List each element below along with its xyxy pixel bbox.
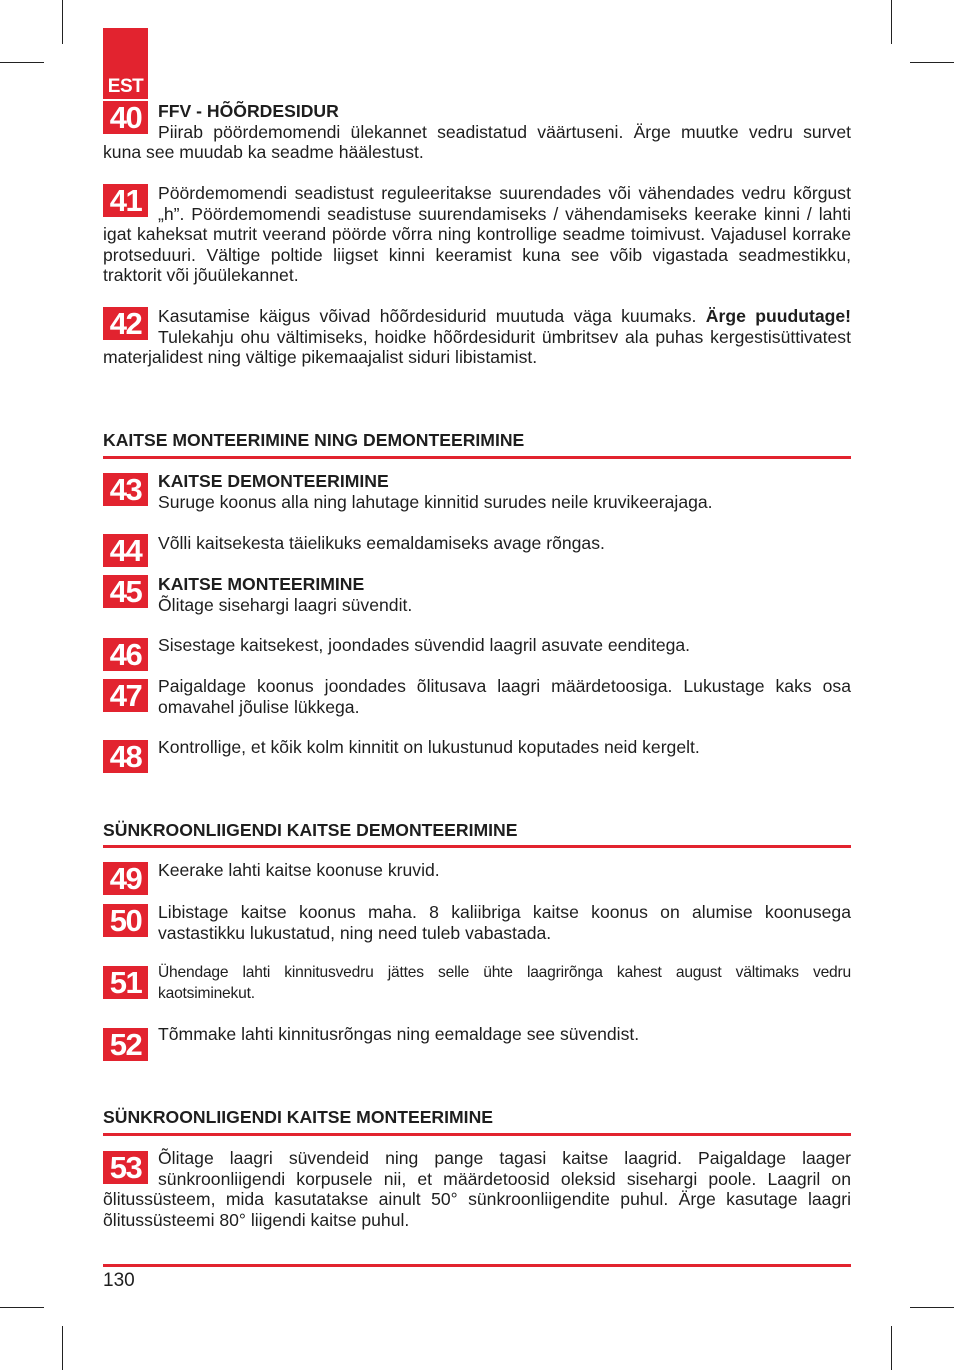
crop-mark <box>910 1307 954 1308</box>
step-52-body: Tõmmake lahti kinnitusrõngas ning eemaldage see süvendist. <box>158 1024 640 1044</box>
step-49-body: Keerake lahti kaitse koonuse kruvid. <box>158 860 440 880</box>
step-44-body: Võlli kaitsekesta täielikuks eemaldamiseks avage rõngas. <box>158 533 605 553</box>
step-42-warning: Ärge puudutage! <box>705 306 851 326</box>
step-41-text <box>103 183 851 286</box>
crop-mark <box>910 62 954 63</box>
step-42-body-b: Tulekahju ohu vältimiseks, hoidke hõõrdesidurit ümbritsev ala puhas kergestisüttivatest materjalidest ning vältige pikemaajalist siduri libistamist. <box>103 326 851 368</box>
crop-mark <box>62 1326 63 1370</box>
step-43-text <box>103 471 851 512</box>
section-heading-cv-disassembly: SÜNKROONLIIGENDI KAITSE DEMONTEERIMINE <box>103 820 518 840</box>
step-number-44: 44 <box>103 534 148 567</box>
step-number-53: 53 <box>103 1151 148 1184</box>
crop-mark <box>0 1307 44 1308</box>
step-53-body: Õlitage laagri süvendeid ning pange tagasi kaitse laagrid. Paigaldage laager sünkroonliigendi korpusele nii, et määrdetoosid oleksid sisehargi poole. Laagril on õlitussüsteem, mida kasutatakse ainult 50° sünkroonliigendite puhul. Ärge kasutage laagri õlitussüsteemi 80° liigendi kaitse puhul. <box>103 1148 851 1230</box>
page-number: 130 <box>103 1270 135 1291</box>
step-number-49: 49 <box>103 862 148 895</box>
step-45-text <box>103 574 851 615</box>
step-53-text <box>103 1148 851 1230</box>
step-40-body: Piirab pöördemomendi ülekannet seadistatud väärtuseni. Ärge muutke vedru survet kuna see muudab ka seadme häälestust. <box>103 121 851 163</box>
step-46-body: Sisestage kaitsekest, joondades süvendid laagril asuvate eenditega. <box>158 635 691 655</box>
step-47-body: Paigaldage koonus joondades õlitusava laagri määrdetoosiga. Lukustage kaks osa omavahel jõulise lükkega. <box>158 676 851 717</box>
section-heading-guard: KAITSE MONTEERIMINE NING DEMONTEERIMINE <box>103 430 525 450</box>
step-number-45: 45 <box>103 575 148 608</box>
crop-mark <box>0 62 44 63</box>
step-41-body: Pöördemomendi seadistust reguleeritakse suurendades või vähendades vedru kõrgust „h”. Pöördemomendi seadistuse suurendamiseks / vähendamiseks keerake kinni / lahti igat kaheksat mutrit veerand pöörde võrra ning kontrollige seadme toimivust. Vajadusel korrake protseduuri. Vältige poltide liigset kinni keeramist kuna see võib vigastada seadmestikku, traktorit või jõuülekannet. <box>103 183 851 286</box>
step-49-text <box>103 860 851 890</box>
step-45-title: KAITSE MONTEERIMINE <box>158 574 365 594</box>
crop-mark <box>891 0 892 44</box>
step-number-51: 51 <box>103 966 148 999</box>
step-number-43: 43 <box>103 473 148 506</box>
step-number-41: 41 <box>103 184 148 217</box>
step-40-title: FFV - HÕÕRDESIDUR <box>158 101 339 121</box>
step-42-text <box>103 306 851 368</box>
step-number-40: 40 <box>103 101 148 134</box>
step-47-text <box>103 676 851 717</box>
step-44-text <box>103 533 851 563</box>
step-52-text <box>103 1024 851 1054</box>
step-43-title: KAITSE DEMONTEERIMINE <box>158 471 389 491</box>
step-42-body-a: Kasutamise käigus võivad hõõrdesidurid muutuda väga kuumaks. <box>158 306 706 326</box>
language-tab-label: EST <box>107 76 144 97</box>
crop-mark <box>891 1326 892 1370</box>
step-number-42: 42 <box>103 307 148 340</box>
step-50-text <box>103 902 851 943</box>
step-number-48: 48 <box>103 740 148 773</box>
step-45-body: Õlitage sisehargi laagri süvendit. <box>158 594 413 615</box>
step-number-50: 50 <box>103 904 148 937</box>
step-51-text <box>103 963 851 1004</box>
step-46-text <box>103 635 851 665</box>
step-48-text <box>103 737 851 767</box>
step-50-body: Libistage kaitse koonus maha. 8 kaliibriga kaitse koonus on alumise koonusega vastastikku lukustatud, ning need tuleb vabastada. <box>158 902 851 943</box>
footer-rule <box>103 1264 851 1267</box>
step-number-52: 52 <box>103 1028 148 1061</box>
step-51-body: Ühendage lahti kinnitusvedru jättes selle ühte laagrirõnga kahest august vältimaks vedru kaotsiminekut. <box>158 964 851 1002</box>
step-number-46: 46 <box>103 638 148 671</box>
language-tab <box>103 28 148 99</box>
section-rule <box>103 1133 851 1136</box>
section-rule <box>103 456 851 459</box>
section-heading-cv-assembly: SÜNKROONLIIGENDI KAITSE MONTEERIMINE <box>103 1107 494 1127</box>
step-40-text <box>103 101 851 163</box>
crop-mark <box>62 0 63 44</box>
step-number-47: 47 <box>103 679 148 712</box>
section-rule <box>103 845 851 848</box>
step-48-body: Kontrollige, et kõik kolm kinnitit on lukustunud koputades neid kergelt. <box>158 737 700 757</box>
step-43-body: Suruge koonus alla ning lahutage kinnitid surudes neile kruvikeerajaga. <box>158 491 713 512</box>
